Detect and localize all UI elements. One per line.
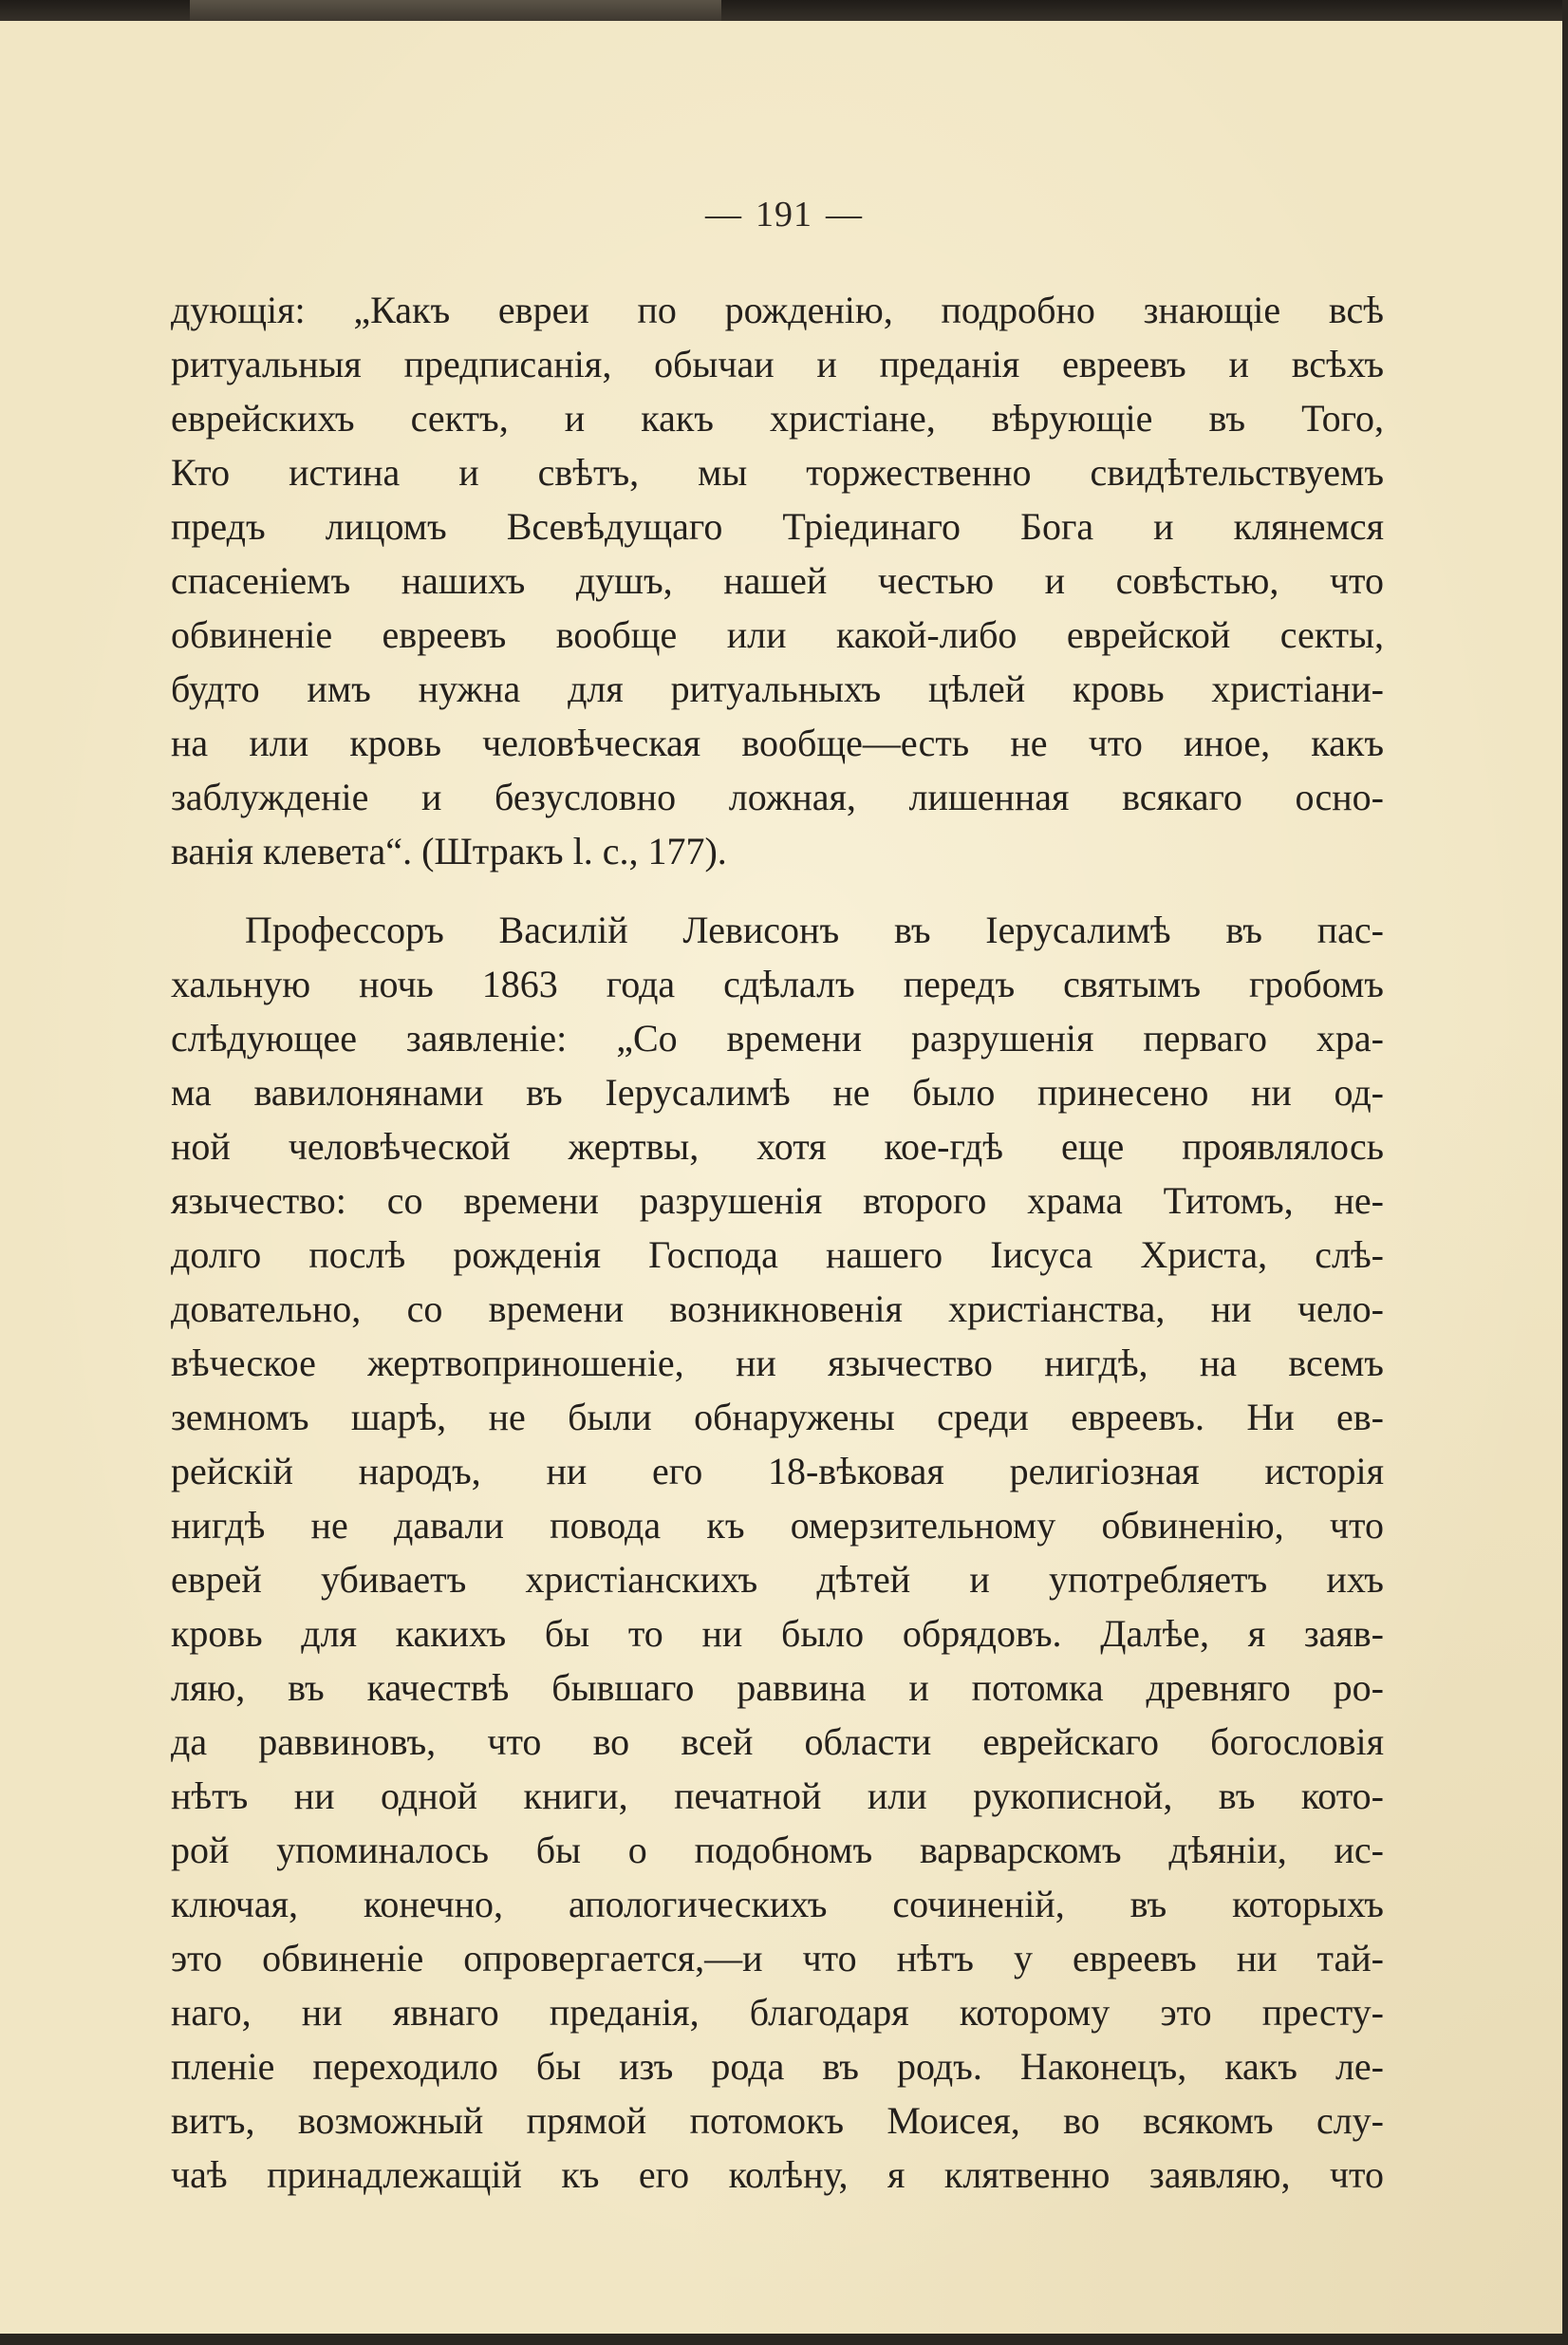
body-text (171, 283, 1384, 2202)
text-line-indented: Профессоръ Василій Левисонъ въ Іерусалимѣ въ пас- (245, 909, 1384, 951)
text-line: дующія: „Какъ евреи по рожденію, подробно знающіе всѣ (171, 289, 1384, 331)
text-line: нѣтъ ни одной книги, печатной или рукописной, въ кото- (171, 1774, 1384, 1817)
text-line: будто имъ нужна для ритуальныхъ цѣлей кровь христіани- (171, 667, 1384, 710)
text-line: витъ, возможный прямой потомокъ Моисея, во всякомъ слу- (171, 2099, 1384, 2142)
text-line: пленіе переходило бы изъ рода въ родъ. Наконецъ, какъ ле- (171, 2045, 1384, 2088)
text-line: наго, ни явнаго преданія, благодаря которому это престу- (171, 1991, 1384, 2034)
page-number-header (0, 194, 1568, 235)
text-line: спасеніемъ нашихъ душъ, нашей честью и совѣстью, что (171, 559, 1384, 602)
text-line: рейскій народъ, ни его 18-вѣковая религіозная исторія (171, 1450, 1384, 1492)
text-line: долго послѣ рожденія Господа нашего Іисуса Христа, слѣ- (171, 1233, 1384, 1276)
text-line: ма вавилонянами въ Іерусалимѣ не было принесено ни од- (171, 1071, 1384, 1114)
text-line: ляю, въ качествѣ бывшаго раввина и потомка древняго ро- (171, 1666, 1384, 1709)
text-line: рой упоминалось бы о подобномъ варварскомъ дѣяніи, ис- (171, 1829, 1384, 1871)
text-line: ной человѣческой жертвы, хотя кое-гдѣ еще проявлялось (171, 1125, 1384, 1168)
book-page (0, 21, 1568, 2337)
text-line: ритуальныя предписанія, обычаи и преданія евреевъ и всѣхъ (171, 343, 1384, 385)
text-line: на или кровь человѣческая вообще—есть не что иное, какъ (171, 722, 1384, 764)
scan-bottom-edge (0, 2334, 1568, 2345)
page-number-dash-left: — (705, 195, 742, 234)
text-line: вѣческое жертвоприношеніе, ни язычество нигдѣ, на всемъ (171, 1341, 1384, 1384)
text-line: еврейскихъ сектъ, и какъ христіане, вѣрующіе въ Того, (171, 397, 1384, 440)
text-line: да раввиновъ, что во всей области еврейскаго богословія (171, 1720, 1384, 1763)
text-line: это обвиненіе опровергается,—и что нѣтъ у евреевъ ни тай- (171, 1937, 1384, 1979)
text-line: предъ лицомъ Всевѣдущаго Тріединаго Бога и клянемся (171, 505, 1384, 548)
text-line: кровь для какихъ бы то ни было обрядовъ. Далѣе, я заяв- (171, 1612, 1384, 1655)
paragraph-gap (171, 878, 1384, 903)
text-line: земномъ шарѣ, не были обнаружены среди евреевъ. Ни ев- (171, 1396, 1384, 1438)
text-line: язычество: со времени разрушенія второго храма Титомъ, не- (171, 1179, 1384, 1222)
text-line: обвиненіе евреевъ вообще или какой-либо еврейской секты, (171, 613, 1384, 656)
page-number-dash-right: — (826, 195, 863, 234)
text-line: Кто истина и свѣтъ, мы торжественно свидѣтельствуемъ (171, 451, 1384, 494)
text-line: слѣдующее заявленіе: „Со времени разрушенія перваго хра- (171, 1017, 1384, 1060)
text-line: заблужденіе и безусловно ложная, лишенная всякаго осно- (171, 776, 1384, 818)
text-line: довательно, со времени возникновенія христіанства, ни чело- (171, 1287, 1384, 1330)
page-number: 191 (756, 195, 812, 234)
text-line: ванія клевета“. (Штракъ l. c., 177). (171, 830, 727, 872)
text-line: чаѣ принадлежащій къ его колѣну, я клятвенно заявляю, что (171, 2153, 1384, 2196)
text-line: ключая, конечно, апологическихъ сочиненій, въ которыхъ (171, 1883, 1384, 1925)
text-line: нигдѣ не давали повода къ омерзительному обвиненію, что (171, 1504, 1384, 1547)
scan-right-edge (1562, 0, 1568, 2345)
text-line: хальную ночь 1863 года сдѣлалъ передъ святымъ гробомъ (171, 963, 1384, 1005)
text-line: еврей убиваетъ христіанскихъ дѣтей и употребляетъ ихъ (171, 1558, 1384, 1601)
